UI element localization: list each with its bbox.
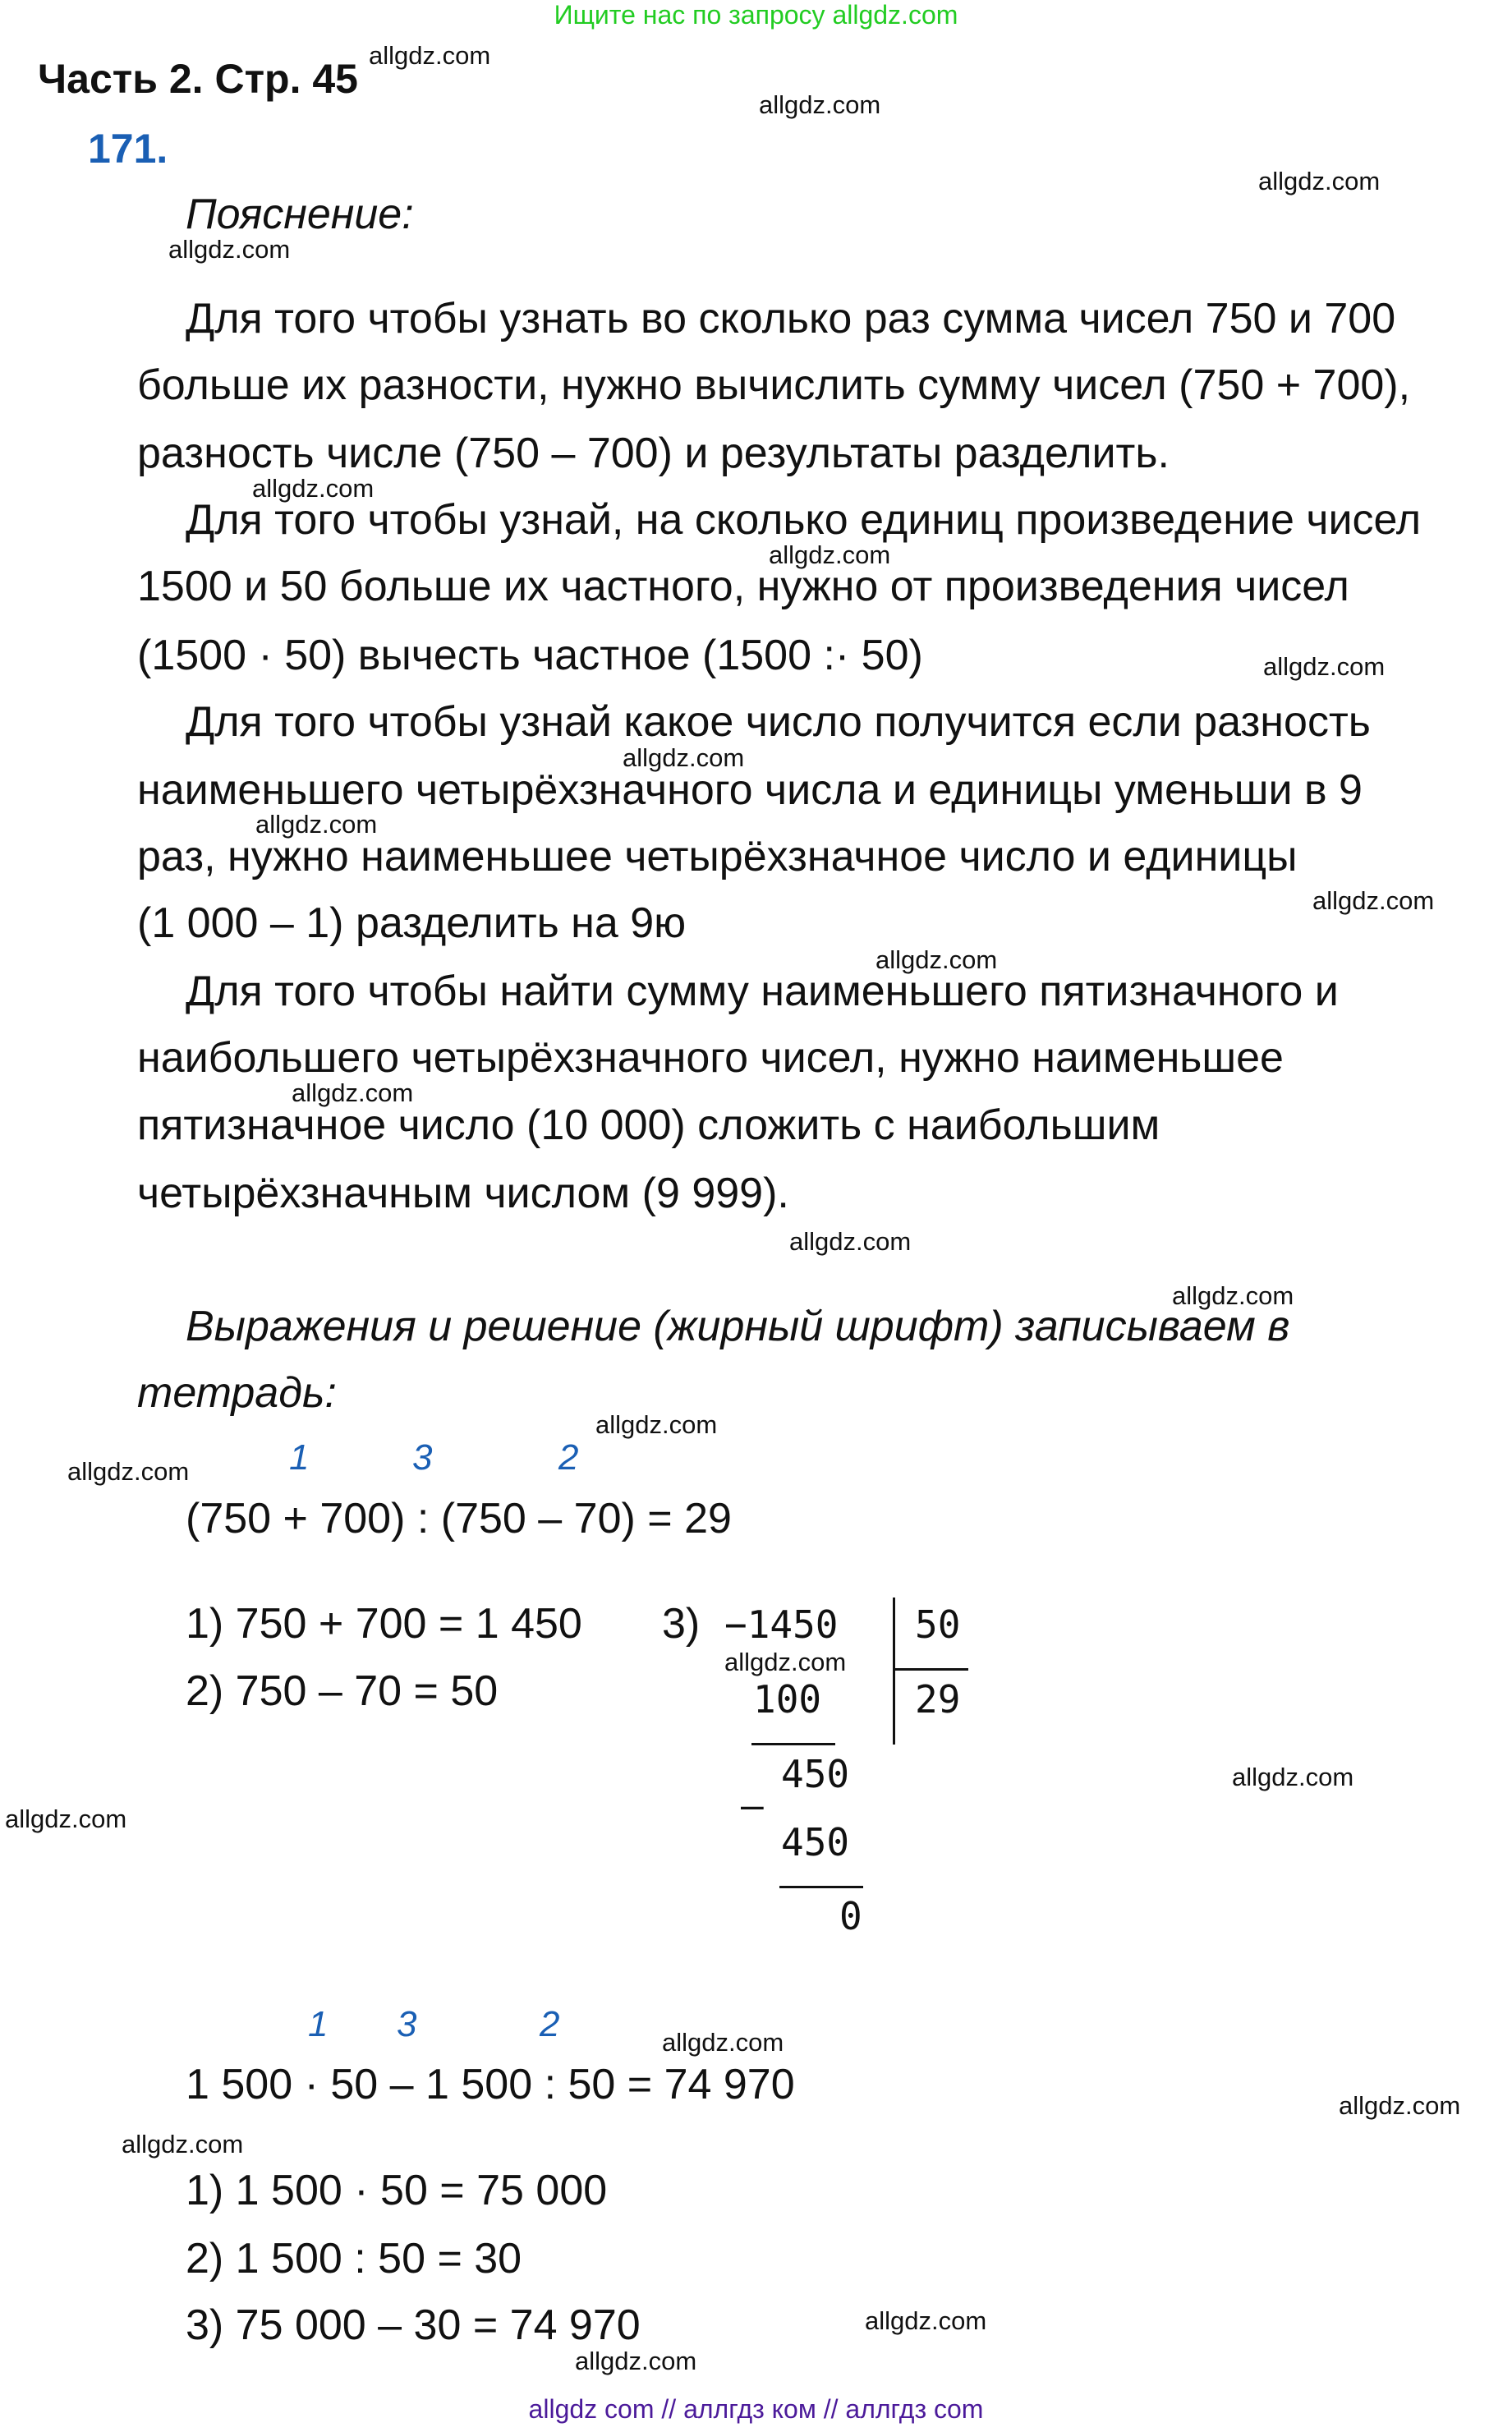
quotient: 29 (915, 1677, 961, 1722)
text-line: 1500 и 50 больше их частного, нужно от произведения чисел (137, 563, 1349, 610)
step: 2) 750 – 70 = 50 (186, 1667, 499, 1715)
instruction-line: Выражения и решение (жирный шрифт) записываем в (186, 1303, 1290, 1350)
remainder: 450 (781, 1752, 850, 1796)
watermark: allgdz.com (292, 1078, 414, 1107)
expression: 1 500 · 50 – 1 500 : 50 = 74 970 (186, 2061, 795, 2108)
watermark: allgdz.com (865, 2306, 987, 2335)
text-line: наименьшего четырёхзначного числа и единицы уменьши в 9 (137, 766, 1363, 814)
division-quotient-line (893, 1668, 968, 1671)
watermark: allgdz.com (623, 743, 745, 772)
watermark: allgdz.com (1339, 2091, 1461, 2120)
page-heading: Часть 2. Стр. 45 (38, 56, 358, 102)
watermark: allgdz.com (67, 1457, 190, 1486)
watermark: allgdz.com (769, 540, 891, 569)
divisor: 50 (915, 1602, 961, 1647)
step: 3) (662, 1600, 701, 1648)
text-line: Для того чтобы найти сумму наименьшего пятизначного и (186, 968, 1339, 1015)
watermark: allgdz.com (255, 810, 378, 839)
instruction-line: тетрадь: (137, 1369, 337, 1417)
text-line: (1500 · 50) вычесть частное (1500 :· 50) (137, 632, 923, 679)
watermark: allgdz.com (1232, 1763, 1354, 1791)
task-number: 171. (88, 126, 168, 172)
order-number: 3 (412, 1437, 433, 1478)
watermark: allgdz.com (575, 2347, 697, 2375)
watermark: allgdz.com (1258, 167, 1381, 195)
dividend: −1450 (724, 1602, 839, 1647)
order-number: 3 (397, 2004, 417, 2044)
watermark: allgdz.com (5, 1804, 127, 1833)
watermark: allgdz.com (1312, 886, 1435, 915)
watermark: allgdz.com (789, 1227, 912, 1256)
text-line: Для того чтобы узнай, на сколько единиц произведение чисел (186, 496, 1422, 544)
text-line: Для того чтобы узнать во сколько раз сумма чисел 750 и 700 (186, 295, 1396, 343)
watermark: allgdz.com (168, 235, 291, 264)
watermark: allgdz.com (875, 945, 998, 974)
watermark: allgdz.com (252, 474, 375, 503)
step: 1) 750 + 700 = 1 450 (186, 1600, 582, 1648)
expression: (750 + 700) : (750 – 70) = 29 (186, 1495, 732, 1542)
division-line (779, 1886, 863, 1888)
step: 2) 1 500 : 50 = 30 (186, 2235, 522, 2283)
watermark: allgdz.com (1172, 1281, 1294, 1310)
text-line: раз, нужно наименьшее четырёхзначное число и единицы (137, 833, 1298, 880)
text-line: больше их разности, нужно вычислить сумму чисел (750 + 700), (137, 361, 1411, 409)
text-line: наибольшего четырёхзначного чисел, нужно наименьшее (137, 1034, 1284, 1082)
watermark: allgdz.com (1263, 652, 1386, 681)
watermark: allgdz.com (369, 41, 491, 70)
watermark: allgdz.com (662, 2028, 784, 2057)
order-number: 2 (558, 1437, 579, 1478)
footer-links: allgdz com // аллгдз ком // аллгдз com (528, 2394, 984, 2424)
division-vertical-line (893, 1598, 895, 1745)
watermark: allgdz.com (122, 2130, 244, 2158)
explanation-label: Пояснение: (186, 191, 414, 238)
subtrahend: 100 (753, 1677, 822, 1722)
top-banner: Ищите нас по запросу allgdz.com (554, 0, 958, 30)
text-line: Для того чтобы узнай какое число получится если разность (186, 698, 1371, 746)
watermark: allgdz.com (595, 1410, 718, 1439)
step: 3) 75 000 – 30 = 74 970 (186, 2301, 641, 2349)
subtrahend: 450 (781, 1820, 850, 1864)
text-line: пятизначное число (10 000) сложить с наибольшим (137, 1101, 1160, 1149)
watermark: allgdz.com (759, 90, 881, 119)
watermark: allgdz.com (724, 1648, 847, 1676)
text-line: разность числе (750 – 700) и результаты разделить. (137, 430, 1170, 477)
final-remainder: 0 (839, 1894, 862, 1938)
step: 1) 1 500 · 50 = 75 000 (186, 2167, 608, 2214)
text-line: (1 000 – 1) разделить на 9ю (137, 899, 687, 947)
division-line (751, 1743, 835, 1745)
minus-sign: – (741, 1783, 764, 1827)
text-line: четырёхзначным числом (9 999). (137, 1170, 789, 1217)
order-number: 2 (540, 2004, 560, 2044)
order-number: 1 (308, 2004, 329, 2044)
order-number: 1 (289, 1437, 310, 1478)
